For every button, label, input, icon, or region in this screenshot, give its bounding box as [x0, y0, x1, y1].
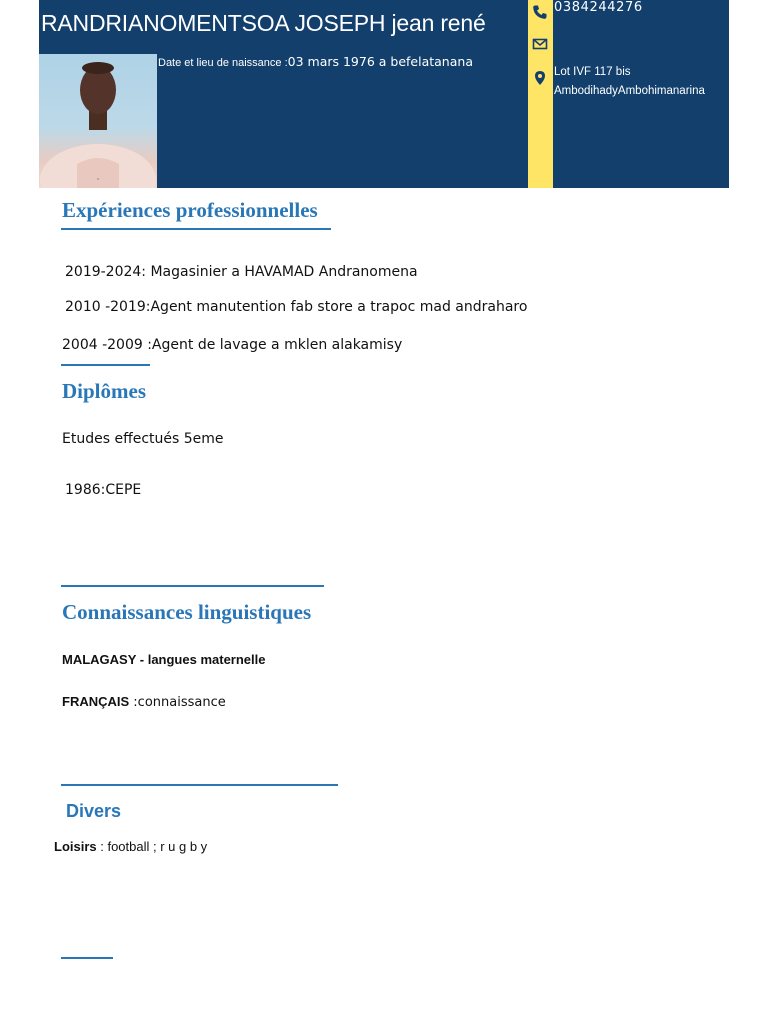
hobbies-label: Loisirs [54, 839, 97, 854]
contact-accent-strip [528, 0, 553, 188]
birth-label: Date et lieu de naissance : [158, 57, 288, 69]
experience-item: 2010 -2019:Agent manutention fab store a trapoc mad andraharo [65, 299, 528, 315]
cv-header [39, 0, 729, 188]
trailing-rule [61, 957, 113, 959]
candidate-name: RANDRIANOMENTSOA JOSEPH jean rené [41, 10, 486, 36]
misc-rule [61, 784, 338, 786]
birth-info [158, 51, 473, 70]
language-item [62, 652, 265, 667]
diploma-item: 1986:CEPE [65, 482, 142, 498]
address-line-1: Lot IVF 117 bis [554, 66, 631, 78]
diplomas-title: Diplômes [62, 379, 146, 403]
phone-icon [532, 4, 548, 20]
person-portrait-icon [39, 54, 157, 188]
language-name: MALAGASY [62, 652, 137, 667]
language-level: :connaissance [129, 695, 226, 710]
svg-text:·: · [96, 175, 100, 185]
location-pin-icon [532, 70, 548, 86]
experience-title: Expériences professionnelles [62, 198, 318, 222]
language-name: FRANÇAIS [62, 694, 130, 709]
experience-item: 2019-2024: Magasinier a HAVAMAD Andranomena [65, 264, 418, 280]
hobbies-value: : football ; r u g b y [96, 839, 208, 854]
diploma-item: Etudes effectués 5eme [62, 431, 224, 447]
experience-item: 2004 -2009 :Agent de lavage a mklen alakamisy [62, 337, 403, 353]
address [554, 63, 705, 101]
phone-number: 0384244276 [554, 0, 643, 15]
hobbies [54, 839, 207, 854]
mail-icon [532, 36, 548, 52]
language-item [62, 694, 226, 710]
languages-title: Connaissances linguistiques [62, 600, 312, 624]
birth-value: 03 mars 1976 a befelatanana [287, 54, 473, 69]
profile-photo [39, 54, 157, 188]
experience-underline [61, 228, 331, 230]
address-line-2: AmbodihadyAmbohimanarina [554, 85, 705, 97]
languages-rule [61, 585, 324, 587]
language-level: - langues maternelle [136, 652, 266, 667]
diplomas-rule [61, 364, 150, 366]
misc-title: Divers [66, 801, 122, 821]
